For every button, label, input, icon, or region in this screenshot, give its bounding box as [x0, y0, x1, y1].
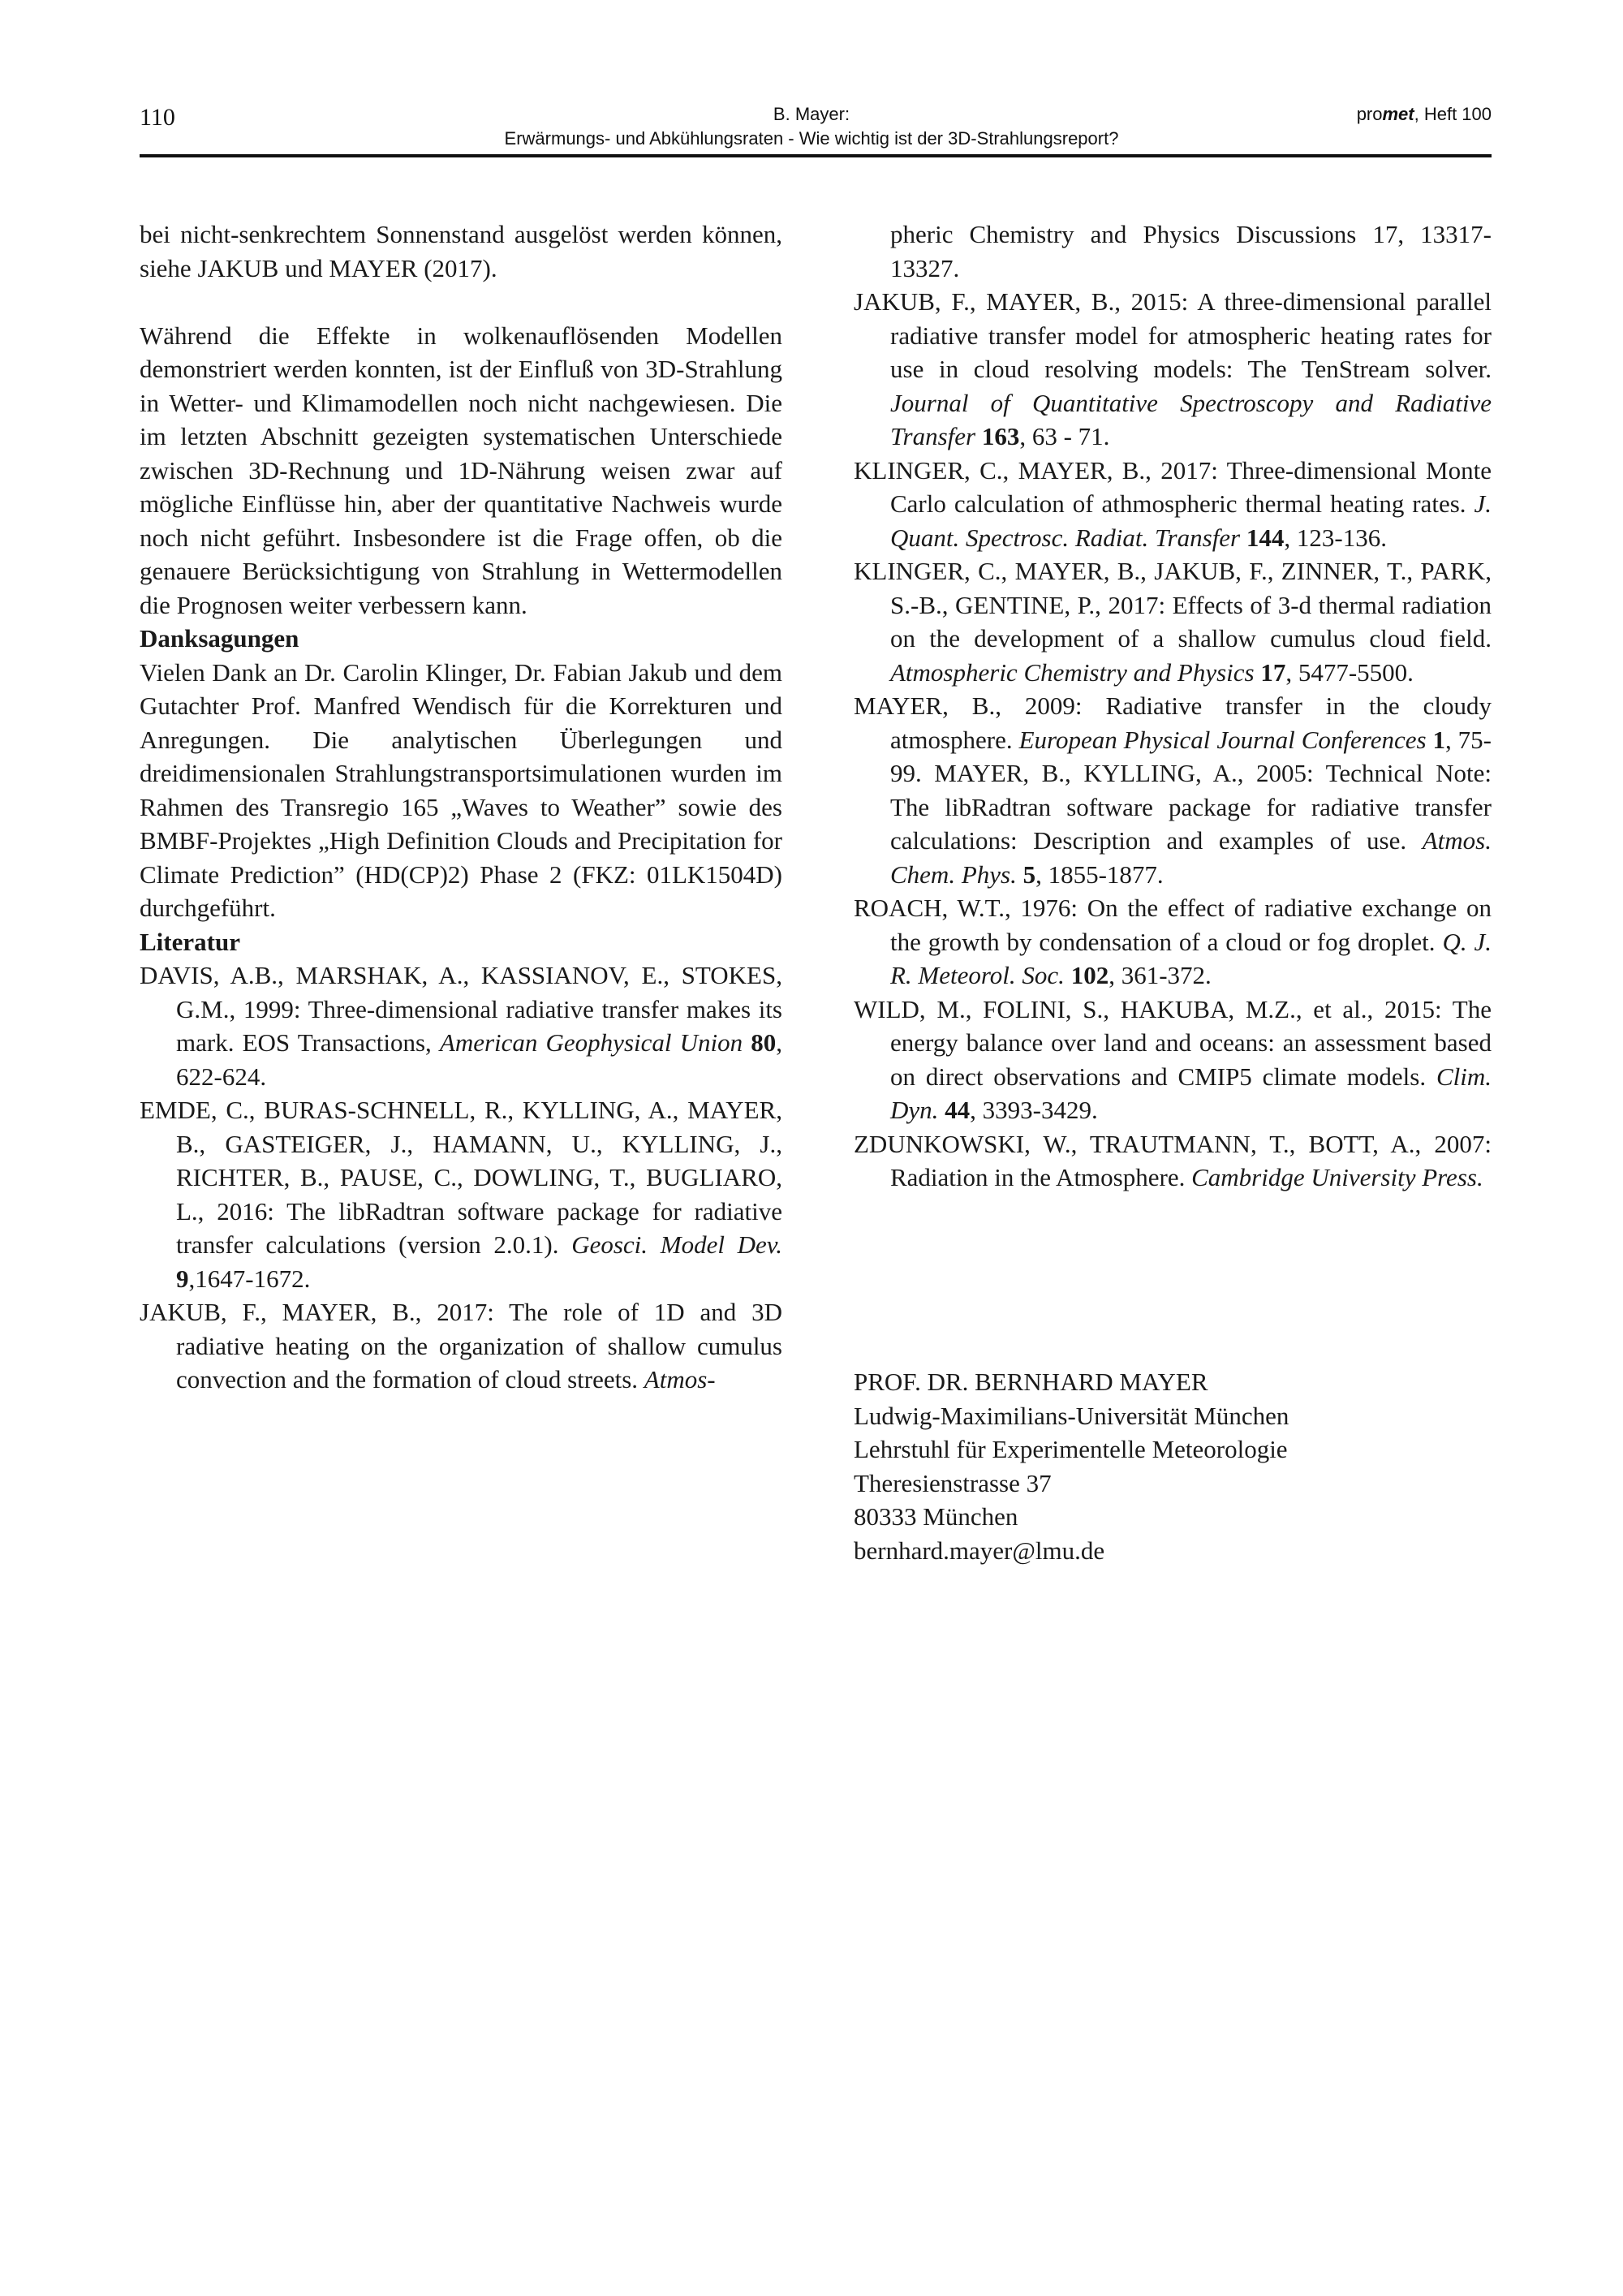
reference-entry: JAKUB, F., MAYER, B., 2017: The role of 1D and 3D radiative heating on the organization of shallow cumulus convection and the formation of cloud streets. Atmos- [140, 1298, 782, 1394]
left-column [140, 218, 782, 1397]
reference-entry: DAVIS, A.B., MARSHAK, A., KASSIANOV, E., STOKES, G.M., 1999: Three-dimensional radiative transfer makes its mark. EOS Transactions, American Geophysical Union 80, 622-624. [140, 961, 783, 1091]
reference-entry: ZDUNKOWSKI, W., TRAUTMANN, T., BOTT, A., 2007: Radiation in the Atmosphere. Cambridge University Press. [854, 1129, 1492, 1191]
author-email: bernhard.mayer@lmu.de [854, 1536, 1105, 1565]
right-column [854, 218, 1492, 1195]
body-paragraph: Während die Effekte in wolkenauflösenden Modellen demonstriert werden konnten, ist der Einfluß von 3D-Strahlung in Wetter- und Klimamodellen noch nicht nachgewiesen. Die im letzten Abschnitt gezeigten systematischen Unterschiede zwischen 3D-Rechnung und 1D-Nährung weisen zwar auf mögliche Einflüsse hin, aber der quantitative Nachweis wurde noch nicht geführt. Insbesondere ist die Frage offen, ob die genauere Berücksichtigung von Strahlung in Wettermodellen die Prognosen weiter verbessern kann. [140, 321, 782, 619]
literature-heading: Literatur [140, 927, 240, 956]
author-address [854, 1365, 1492, 1567]
running-header-title: Erwärmungs- und Abkühlungsraten - Wie wichtig ist der 3D-Strahlungsreport? [504, 128, 1119, 149]
author-street: Theresienstrasse 37 [854, 1468, 1052, 1497]
acknowledgements-text: Vielen Dank an Dr. Carolin Klinger, Dr. Fabian Jakub und dem Gutachter Prof. Manfred Wendisch für die Korrekturen und Anregungen. Die analytischen Überlegungen und dreidimensionalen Strahlungstransportsimulationen wurden im Rahmen des Transregio 165 „Waves to Weather” sowie des BMBF-Projektes „High Definition Clouds and Precipitation for Climate Prediction” (HD(CP)2) Phase 2 (FKZ: 01LK1504D) durchgeführt. [140, 657, 782, 922]
reference-entry: KLINGER, C., MAYER, B., JAKUB, F., ZINNER, T., PARK, S.-B., GENTINE, P., 2017: Effects of 3-d thermal radiation on the development of a shallow cumulus cloud field. Atmospheric Chemistry and Physics 17, 5477-5500. [854, 557, 1492, 687]
author-chair: Lehrstuhl für Experimentelle Meteorologie [854, 1435, 1288, 1463]
reference-entry: KLINGER, C., MAYER, B., 2017: Three-dimensional Monte Carlo calculation of athmospheric thermal heating rates. J. Quant. Spectrosc. Radiat. Transfer 144, 123-136. [854, 455, 1492, 552]
author-university: Ludwig-Maximilians-Universität München [854, 1401, 1289, 1430]
reference-continuation: pheric Chemistry and Physics Discussions 17, 13317-13327. [890, 220, 1492, 282]
header-rule [140, 154, 1492, 157]
journal-label [1357, 104, 1492, 125]
journal-brand-bold: met [1382, 104, 1414, 124]
reference-entry: JAKUB, F., MAYER, B., 2015: A three-dimensional parallel radiative transfer model for atmospheric heating rates for use in cloud resolving models: The TenStream solver. Journal of Quantitative Spectroscopy and Radiative Transfer 163, 63 - 71. [854, 287, 1492, 450]
author-city: 80333 München [854, 1502, 1018, 1531]
acknowledgements-heading: Danksagungen [140, 624, 299, 653]
author-name: PROF. DR. BERNHARD MAYER [854, 1368, 1208, 1396]
reference-entry: MAYER, B., 2009: Radiative transfer in the cloudy atmosphere. European Physical Journal Conferences 1, 75-99. MAYER, B., KYLLING, A., 2005: Technical Note: The libRadtran software package for radiative transfer calculations: Description and examples of use. Atmos. Chem. Phys. 5, 1855-1877. [854, 691, 1492, 889]
running-header-author: B. Mayer: [773, 104, 850, 124]
journal-brand-pre: pro [1356, 104, 1383, 124]
reference-entry: EMDE, C., BURAS-SCHNELL, R., KYLLING, A., MAYER, B., GASTEIGER, J., HAMANN, U., KYLLING, J., RICHTER, B., PAUSE, C., DOWLING, T., BUGLIARO, L., 2016: The libRadtran software package for radiative transfer calculations (version 2.0.1). Geosci. Model Dev. 9,1647-1672. [140, 1096, 782, 1293]
body-paragraph: bei nicht-senkrechtem Sonnenstand ausgelöst werden können, siehe JAKUB und MAYER (2017). [140, 220, 782, 282]
reference-entry: ROACH, W.T., 1976: On the effect of radiative exchange on the growth by condensation of a cloud or fog droplet. Q. J. R. Meteorol. Soc. 102, 361-372. [854, 894, 1492, 989]
page-number: 110 [140, 104, 175, 131]
journal-issue: , Heft 100 [1414, 104, 1492, 124]
reference-entry: WILD, M., FOLINI, S., HAKUBA, M.Z., et al., 2015: The energy balance over land and oceans: an assessment based on direct observations and CMIP5 climate models. Clim. Dyn. 44, 3393-3429. [854, 994, 1492, 1124]
